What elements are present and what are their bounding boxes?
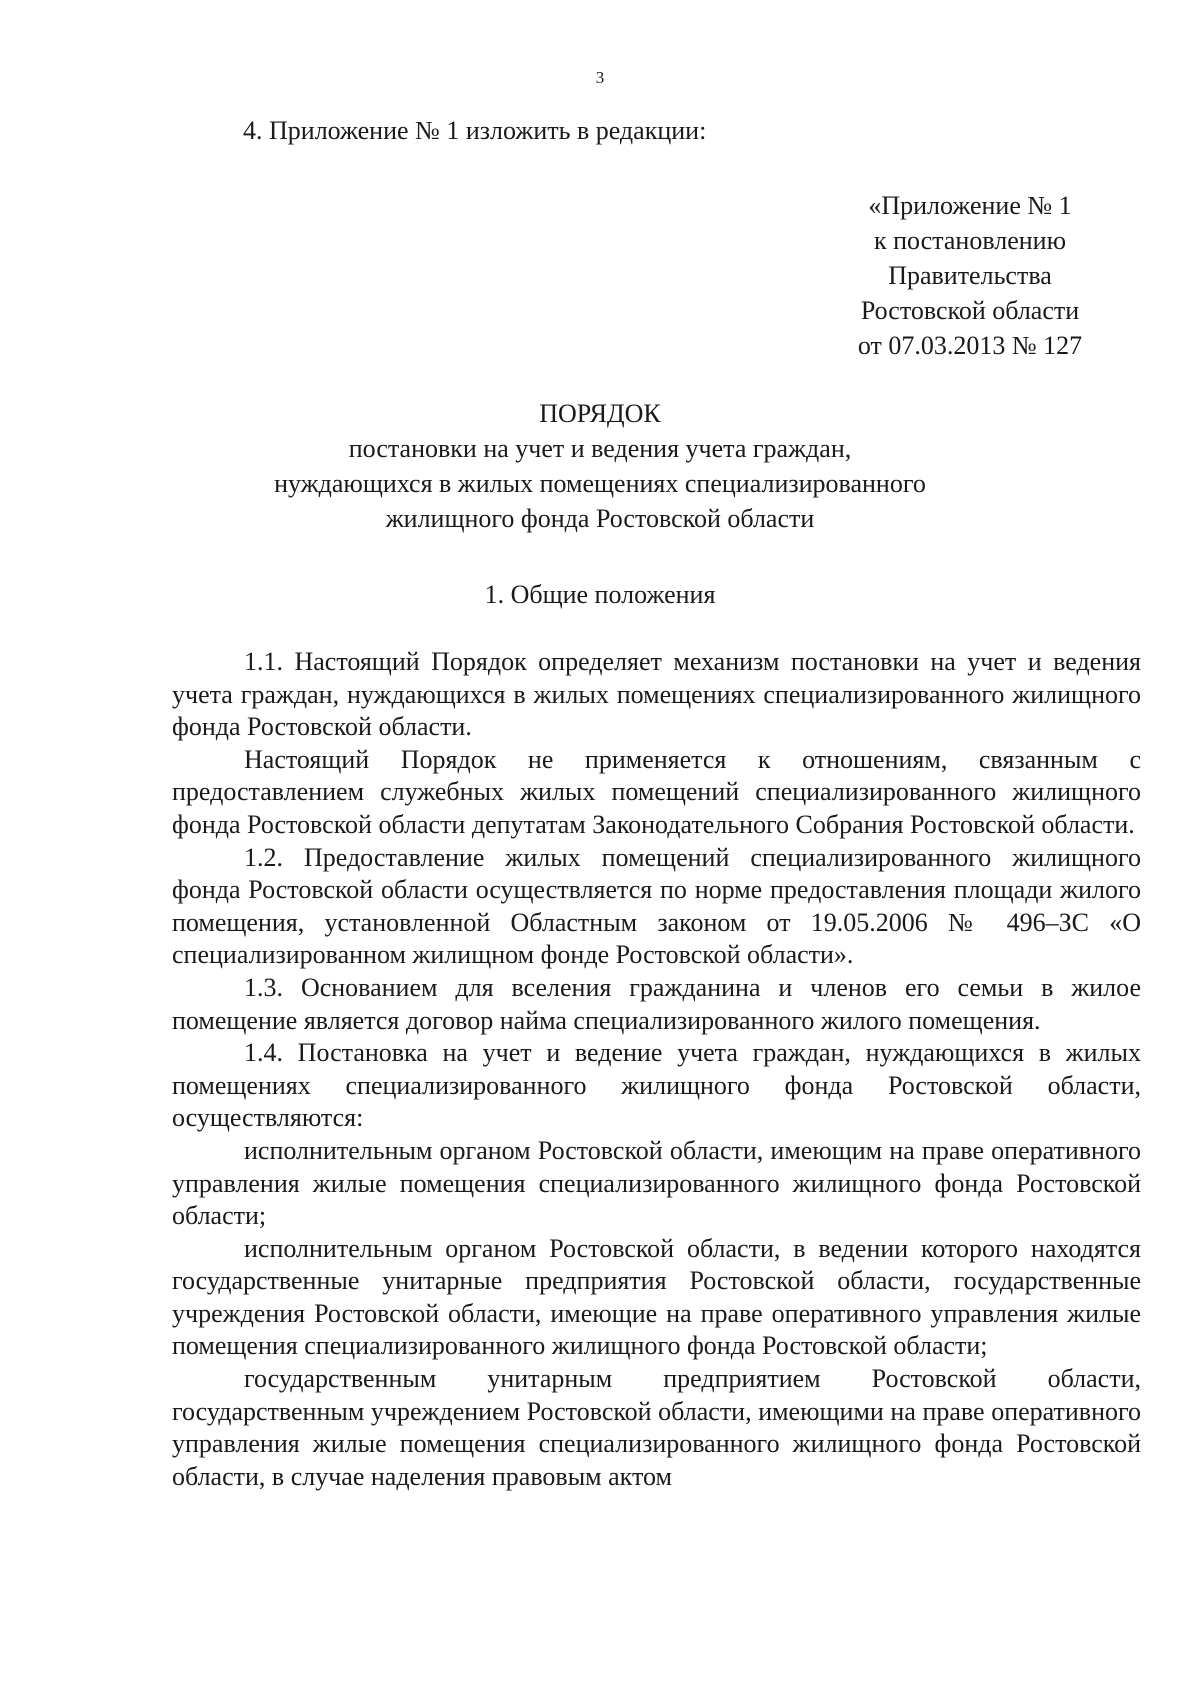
paragraph: 1.4. Постановка на учет и ведение учета граждан, нуждающихся в жилых помещениях специализированного жилищного фонда Ростовской области, осуществляются: [172,1038,1141,1133]
paragraph: 1.2. Предоставление жилых помещений специализированного жилищного фонда Ростовской области осуществляется по норме предоставления площади жилого помещения, установленной Областным законом от 19.05.2006 № 496–ЗС «О специализированном жилищном фонде Ростовской области». [172,842,1141,970]
appendix-line: Правительства [888,261,1052,290]
amendment-intro: 4. Приложение № 1 изложить в редакции: [243,116,707,145]
section-heading: 1. Общие положения [484,580,716,609]
title-subtitle-line: постановки на учет и ведения учета граждан, [348,434,852,463]
paragraph: исполнительным органом Ростовской области, в ведении которого находятся государственные унитарные предприятия Ростовской области, государственные учреждения Ростовской области, имеющие на праве оперативного управления жилые помещения специализированного жилищного фонда Ростовской области; [172,1233,1141,1361]
paragraph: 1.3. Основанием для вселения гражданина и членов его семьи в жилое помещение является договор найма специализированного жилого помещения. [172,972,1141,1035]
appendix-line: от 07.03.2013 № 127 [857,331,1083,360]
paragraph: Настоящий Порядок не применяется к отношениям, связанным с предоставлением служебных жилых помещений специализированного жилищного фонда Ростовской области депутатам Законодательного Собрания Ростовской области. [172,744,1141,839]
title-subtitle-line: нуждающихся в жилых помещениях специализированного [274,469,926,498]
paragraph: 1.1. Настоящий Порядок определяет механизм постановки на учет и ведения учета граждан, нуждающихся в жилых помещениях специализированного жилищного фонда Ростовской области. [172,647,1141,742]
title-heading: ПОРЯДОК [539,399,661,428]
appendix-line: к постановлению [873,226,1067,255]
appendix-line: «Приложение № 1 [868,191,1072,220]
paragraph: исполнительным органом Ростовской области, имеющим на праве оперативного управления жилые помещения специализированного жилищного фонда Ростовской области; [172,1135,1141,1231]
document-title [0,396,1200,536]
body-text [172,646,1141,1493]
appendix-line: Ростовской области [860,296,1080,325]
page-number: 3 [595,68,605,87]
title-subtitle-line: жилищного фонда Ростовской области [385,504,815,533]
appendix-reference [820,188,1120,363]
paragraph: государственным унитарным предприятием Ростовской области, государственным учреждением Ростовской области, имеющими на праве оперативного управления жилые помещения специализированного жилищного фонда Ростовской области, в случае наделения правовым актом [172,1364,1141,1491]
